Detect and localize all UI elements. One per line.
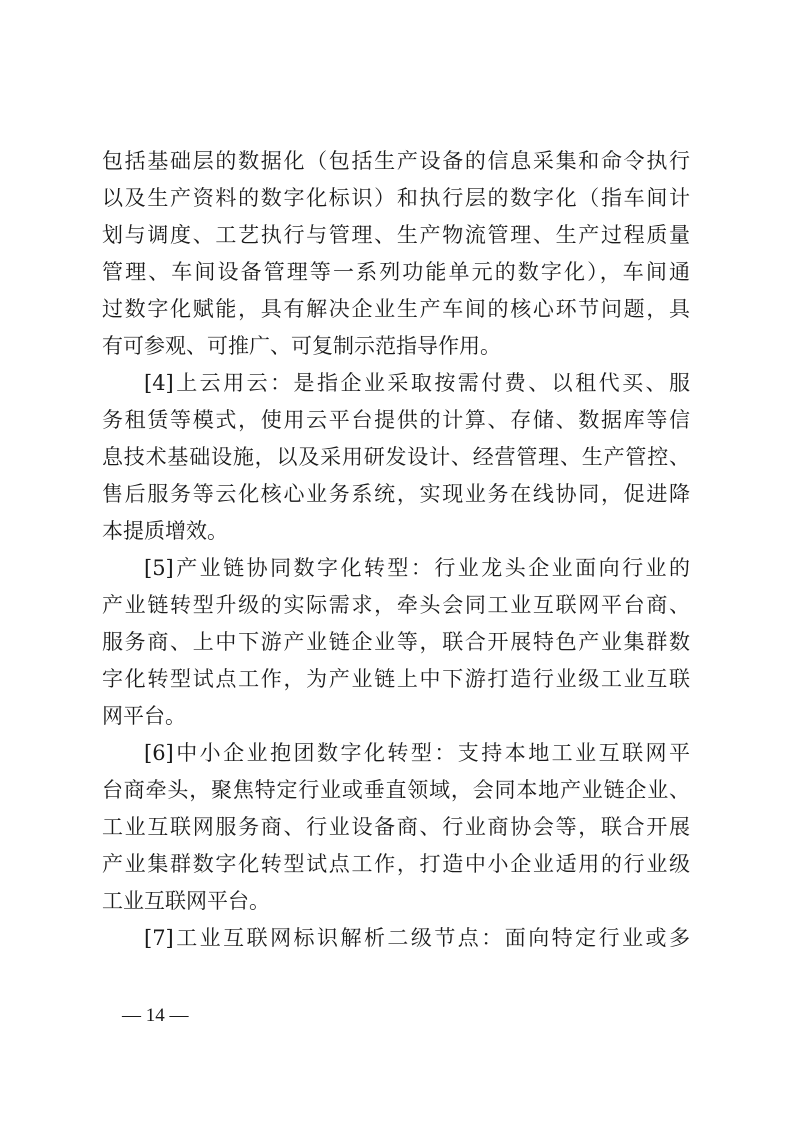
text-line: 管理、车间设备管理等一系列功能单元的数字化），车间通 bbox=[102, 260, 690, 284]
text-line: [6]中小企业抱团数字化转型：支持本地工业互联网平 bbox=[144, 741, 690, 765]
text-line: 本提质增效。 bbox=[102, 519, 228, 543]
text-line: 服务商、上中下游产业链企业等，联合开展特色产业集群数 bbox=[102, 630, 690, 654]
text-line: 划与调度、工艺执行与管理、生产物流管理、生产过程质量 bbox=[102, 223, 690, 247]
text-line: 字化转型试点工作，为产业链上中下游打造行业级工业互联 bbox=[102, 667, 690, 691]
text-line: 过数字化赋能，具有解决企业生产车间的核心环节问题，具 bbox=[102, 297, 690, 321]
text-line: 工业互联网平台。 bbox=[102, 889, 270, 913]
text-line: 务租赁等模式，使用云平台提供的计算、存储、数据库等信 bbox=[102, 408, 690, 432]
text-line: 有可参观、可推广、可复制示范指导作用。 bbox=[102, 334, 501, 358]
text-line: 包括基础层的数据化（包括生产设备的信息采集和命令执行 bbox=[102, 149, 690, 173]
text-line: 产业链转型升级的实际需求，牵头会同工业互联网平台商、 bbox=[102, 593, 690, 617]
page-number: — 14 — bbox=[122, 1005, 189, 1026]
text-line: 息技术基础设施，以及采用研发设计、经营管理、生产管控、 bbox=[102, 445, 690, 469]
body-text bbox=[102, 143, 690, 957]
text-line: 网平台。 bbox=[102, 704, 186, 728]
text-line: 工业互联网服务商、行业设备商、行业商协会等，联合开展 bbox=[102, 815, 690, 839]
text-line: 以及生产资料的数字化标识）和执行层的数字化（指车间计 bbox=[102, 186, 690, 210]
text-line: 售后服务等云化核心业务系统，实现业务在线协同，促进降 bbox=[102, 482, 690, 506]
text-line: [4]上云用云：是指企业采取按需付费、以租代买、服 bbox=[144, 371, 690, 395]
text-line: 产业集群数字化转型试点工作，打造中小企业适用的行业级 bbox=[102, 852, 690, 876]
text-line: 台商牵头，聚焦特定行业或垂直领域，会同本地产业链企业、 bbox=[102, 778, 690, 802]
text-line: [5]产业链协同数字化转型：行业龙头企业面向行业的 bbox=[144, 556, 690, 580]
text-line: [7]工业互联网标识解析二级节点：面向特定行业或多 bbox=[144, 926, 690, 950]
